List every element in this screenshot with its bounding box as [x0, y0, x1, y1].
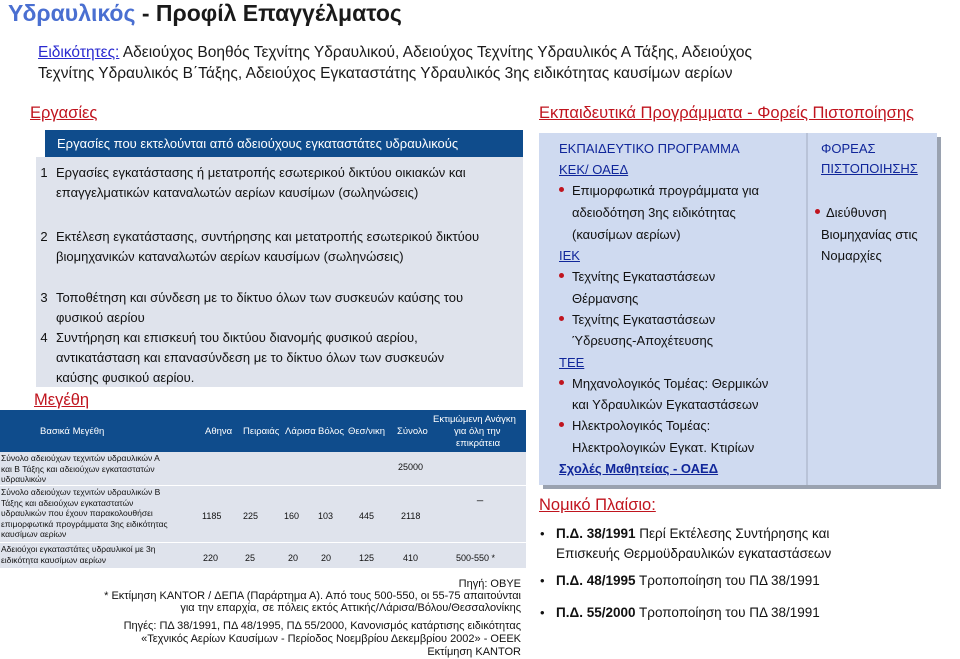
cell-larisa: 160: [284, 511, 300, 521]
bullet-icon: [559, 380, 564, 385]
specialties-line-2: Τεχνίτης Υδραυλικός Β΄Τάξης, Αδειούχος Εγκαταστάτης Υδραυλικός 3ης ειδικότητας καυσίμων αερίων: [38, 65, 733, 82]
tee-bullet-line: Μηχανολογικός Τομέας: Θερμικών: [572, 376, 769, 391]
sources-line-1: Πηγές: ΠΔ 38/1991, ΠΔ 48/1995, ΠΔ 55/2000, Κανονισμός κατάρτισης ειδικότητας: [123, 620, 521, 632]
iek-bullet-line: Τεχνίτης Εγκαταστάσεων: [572, 269, 716, 284]
programs-column-divider: [806, 133, 808, 485]
legal-item-3: [556, 603, 946, 623]
kek-bullet-line: αδειοδότηση 3ης ειδικότητας: [572, 205, 736, 220]
law-desc: Περί Εκτέλεσης Συντήρησης και: [635, 526, 830, 541]
row-label-line: υδραυλικών που έχουν παρακολουθήσει: [1, 508, 153, 519]
work-number: 1: [40, 165, 48, 180]
certifier-column-title-2: ΠΙΣΤΟΠΟΙΗΣΗΣ: [821, 161, 918, 176]
cell-piraeus: 25: [245, 553, 256, 563]
row-label-line: ειδικότητα καυσίμων αερίων: [1, 554, 106, 565]
legal-heading: Νομικό Πλαίσιο:: [539, 496, 656, 514]
tee-bullet-line: Ηλεκτρολογικών Εγκατ. Κτιρίων: [572, 440, 755, 455]
col-thess: Θεσ/νικη: [348, 426, 386, 437]
table-row: [0, 486, 526, 543]
page-title: [8, 0, 402, 27]
col-larisa: Λάρισα: [285, 426, 316, 437]
title-main: Υδραυλικός: [8, 0, 136, 26]
bullet-icon: [559, 273, 564, 278]
cell-total: 2118: [401, 511, 421, 521]
work-number: 3: [40, 290, 48, 305]
row-label-line: Τάξης και αδειούχων εγκαταστατών: [1, 497, 134, 508]
works-header-bar: Εργασίες που εκτελούνται από αδειούχους εγκαταστάτες υδραυλικούς: [45, 130, 523, 157]
cell-thess: 445: [359, 511, 375, 521]
row-label-line: καυσίμων αερίων: [1, 529, 67, 540]
cell-athens: 220: [203, 553, 219, 563]
cell-volos: 20: [321, 553, 332, 563]
col-basic: Βασικά Μεγέθη: [40, 426, 105, 437]
col-need-line-1: Εκτιμώμενη Ανάγκη: [433, 414, 516, 425]
sources-line-3: Εκτίμηση ΚΑΝΤΟR: [427, 646, 521, 658]
sizes-table-header: [0, 410, 526, 452]
work-text-line: φυσικού αερίου: [56, 310, 145, 325]
program-column-title: ΕΚΠΑΙΔΕΥΤΙΚΟ ΠΡΟΓΡΑΜΜΑ: [559, 141, 740, 156]
col-need-line-3: επικράτεια: [456, 438, 501, 449]
work-text-line: επαγγελματικών καταναλωτών αερίων καυσίμων (σωληνώσεις): [56, 185, 419, 200]
kek-label: ΚΕΚ/ ΟΑΕΔ: [559, 162, 629, 177]
bullet-icon: [815, 209, 820, 214]
legal-bullet-icon: •: [540, 526, 545, 541]
col-volos: Βόλος: [318, 426, 344, 437]
kek-bullet-line: Επιμορφωτικά προγράμματα για: [572, 183, 760, 198]
specialties-block: [38, 42, 938, 84]
row-label-line: Σύνολο αδειούχων τεχνιτών υδραυλικών Β: [1, 487, 161, 497]
works-heading: Εργασίες: [30, 104, 98, 122]
law-desc-2: Επισκευής Θερμοϋδραυλικών εγκαταστάσεων: [556, 546, 832, 561]
estimate-note-line-1: * Εκτίμηση ΚΑΝΤΟR / ΔΕΠΑ (Παράρτημα Α). Από τους 500-550, οι 55-75 απαιτούνται: [104, 590, 521, 602]
law-ref: Π.Δ. 55/2000: [556, 605, 636, 620]
legal-item-1: [556, 524, 946, 564]
row-label-line: επιμορφωτικά προγράμματα 3ης ειδικότητας: [1, 518, 168, 529]
iek-bullet-line: Τεχνίτης Εγκαταστάσεων: [572, 312, 716, 327]
apprenticeship-schools: Σχολές Μαθητείας - ΟΑΕΔ: [559, 461, 719, 476]
tee-bullet-line: Ηλεκτρολογικός Τομέας:: [572, 418, 711, 433]
certifier-column-title: ΦΟΡΕΑΣ: [821, 141, 876, 156]
work-number: 4: [40, 330, 48, 345]
work-text-line: Συντήρηση και επισκευή του δικτύου διανομής φυσικού αερίου,: [56, 330, 418, 345]
cell-need: 500-550 *: [456, 553, 496, 563]
col-total: Σύνολο: [397, 426, 428, 437]
cell-piraeus: 225: [243, 511, 259, 521]
col-need-line-2: για όλη την: [454, 426, 501, 437]
cell-need: _: [477, 490, 484, 502]
sizes-heading: Μεγέθη: [34, 391, 90, 409]
certifier-line: Βιομηχανίας στις: [821, 227, 918, 242]
work-number: 2: [40, 229, 48, 244]
cell-larisa: 20: [288, 553, 299, 563]
row-label-line: υδραυλικών: [1, 474, 46, 485]
row-label-line: και Β Τάξης και αδειούχων εγκαταστατών: [1, 463, 155, 474]
col-piraeus: Πειραιάς: [243, 426, 280, 437]
bullet-icon: [559, 187, 564, 192]
table-row: [0, 452, 526, 486]
iek-bullet-line: Ύδρευσης-Αποχέτευσης: [572, 333, 714, 348]
work-text-line: καύσης φυσικού αερίου.: [56, 370, 195, 385]
bullet-icon: [559, 316, 564, 321]
legal-bullet-icon: •: [540, 573, 545, 588]
cell-thess: 125: [359, 553, 375, 563]
programs-heading: Εκπαιδευτικά Προγράμματα - Φορείς Πιστοποίησης: [539, 104, 914, 122]
law-ref: Π.Δ. 48/1995: [556, 573, 636, 588]
cell-athens: 1185: [202, 511, 222, 521]
work-text-line: Τοποθέτηση και σύνδεση με το δίκτυο όλων των συσκευών καύσης του: [56, 290, 464, 305]
cell-total: 410: [403, 553, 419, 563]
cell-volos: 103: [318, 511, 334, 521]
iek-label: ΙΕΚ: [559, 248, 580, 263]
legal-item-2: [556, 571, 946, 591]
tee-label: ΤΕΕ: [559, 355, 585, 370]
specialties-line-1: Αδειούχος Βοηθός Τεχνίτης Υδραυλικού, Αδειούχος Τεχνίτης Υδραυλικός Α Τάξης, Αδειούχος: [119, 44, 753, 61]
law-desc: Τροποποίηση του ΠΔ 38/1991: [635, 573, 820, 588]
work-text-line: Εκτέλεση εγκατάστασης, συντήρησης και μετατροπής εσωτερικού δικτύου: [56, 229, 480, 244]
estimate-note-line-2: για την επαρχία, σε πόλεις εκτός Αττικής/Λάρισα/Βόλου/Θεσσαλονίκης: [180, 602, 521, 614]
kek-bullet-line: (καυσίμων αερίων): [572, 227, 681, 242]
law-desc: Τροποποίηση του ΠΔ 38/1991: [635, 605, 820, 620]
specialties-label: Ειδικότητες:: [38, 44, 120, 61]
row-label-line: Αδειούχοι εγκαταστάτες υδραυλικοί με 3η: [1, 544, 156, 554]
row-label-line: Σύνολο αδειούχων τεχνιτών υδραυλικών Α: [1, 453, 160, 463]
legal-bullet-icon: •: [540, 605, 545, 620]
table-row: [0, 543, 526, 569]
certifier-line: Νομαρχίες: [821, 248, 882, 263]
work-text-line: βιομηχανικών καταναλωτών αερίων καυσίμων (σωληνώσεις): [56, 249, 404, 264]
bullet-icon: [559, 422, 564, 427]
law-ref: Π.Δ. 38/1991: [556, 526, 636, 541]
tee-bullet-line: και Υδραυλικών Εγκαταστάσεων: [572, 397, 759, 412]
col-athens: Αθηνα: [205, 426, 233, 437]
work-text-line: αντικατάσταση και επανασύνδεση με το δίκτυο όλων των συσκευών: [56, 350, 445, 365]
title-rest: - Προφίλ Επαγγέλματος: [135, 0, 402, 26]
iek-bullet-line: Θέρμανσης: [572, 291, 639, 306]
cell-total: 25000: [398, 462, 424, 472]
work-text-line: Εργασίες εγκατάστασης ή μετατροπής εσωτερικού δικτύου οικιακών και: [56, 165, 466, 180]
source-note: Πηγή: ΟΒΥΕ: [458, 578, 521, 590]
sources-line-2: «Τεχνικός Αερίων Καυσίμων - Περίοδος Νοεμβρίου Δεκεμβρίου 2002» - ΟΕΕΚ: [141, 633, 521, 645]
certifier-line: Διεύθυνση: [826, 205, 887, 220]
